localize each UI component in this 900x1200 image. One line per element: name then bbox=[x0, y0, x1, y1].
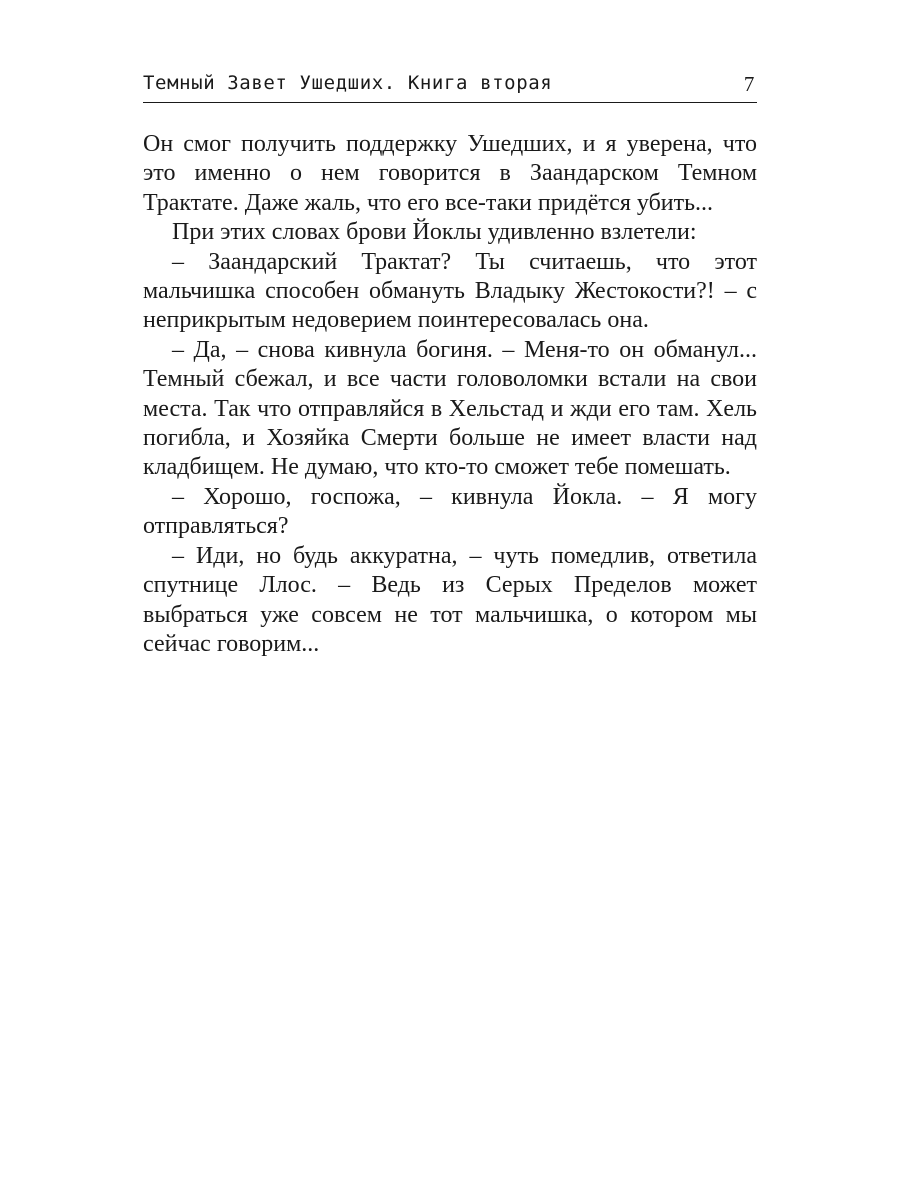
body-text bbox=[143, 130, 757, 659]
dialogue-paragraph: – Иди, но будь аккуратна, – чуть помедлив, ответила спутнице Ллос. – Ведь из Серых Пределов может выбраться уже совсем не тот мальчишка, о котором мы сейчас говорим... bbox=[143, 542, 757, 657]
paragraph: Он смог получить поддержку Ушедших, и я уверена, что это именно о нем говорится в Заандарском Темном Трактате. Даже жаль, что его все-таки придётся убить... bbox=[143, 131, 757, 216]
running-header bbox=[143, 68, 757, 103]
page-number: 7 bbox=[743, 72, 755, 96]
dialogue-paragraph: – Заандарский Трактат? Ты считаешь, что этот мальчишка способен обмануть Владыку Жестокости?! – с неприкрытым недоверием поинтересовалась она. bbox=[143, 248, 757, 334]
dialogue-paragraph: – Да, – снова кивнула богиня. – Меня-то он обманул... Темный сбежал, и все части головоломки встали на свои места. Так что отправляйся в Хельстад и жди его там. Хель погибла, и Хозяйка Смерти больше не имеет власти над кладбищем. Не думаю, что кто-то сможет тебе помешать. bbox=[143, 336, 757, 481]
running-title: Темный Завет Ушедших. Книга вторая bbox=[143, 72, 553, 94]
paragraph: При этих словах брови Йоклы удивленно взлетели: bbox=[172, 219, 697, 246]
dialogue-paragraph: – Хорошо, госпожа, – кивнула Йокла. – Я могу отправляться? bbox=[143, 483, 757, 540]
